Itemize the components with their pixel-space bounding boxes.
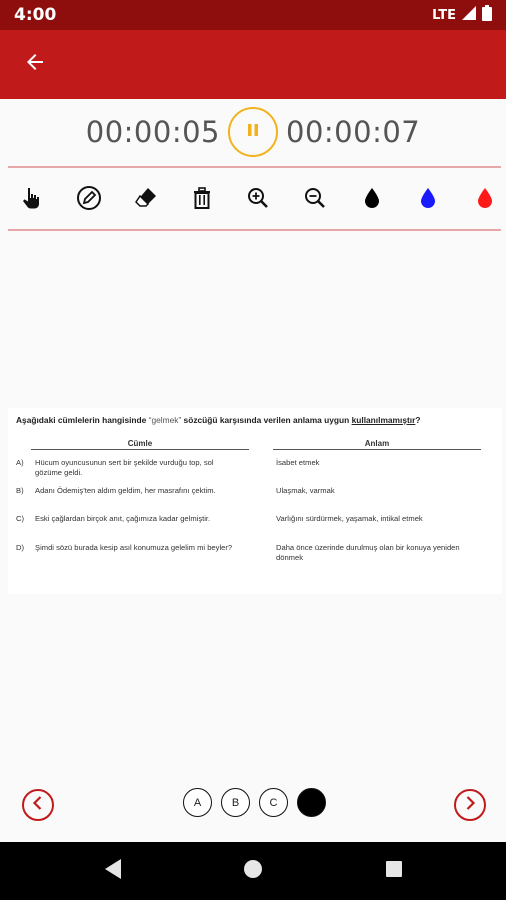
system-navigation-bar xyxy=(0,842,506,900)
option-sentence: Eski çağlardan birçok anıt, çağımıza kadar gelmiştir. xyxy=(35,514,211,523)
chevron-left-icon xyxy=(30,795,46,816)
zoom-in-button[interactable] xyxy=(244,186,272,214)
timer-row xyxy=(0,103,506,161)
option-sentence: Hücum oyuncusunun sert bir şekilde vurduğu top, sol gözüme geldi. xyxy=(35,458,214,477)
next-question-button[interactable] xyxy=(454,789,486,821)
option-meaning: Varlığını sürdürmek, yaşamak, intikal etmek xyxy=(276,514,423,523)
triangle-back-icon xyxy=(103,858,123,885)
battery-icon xyxy=(482,5,492,26)
option-sentence: Şimdi sözü burada kesip asıl konumuza gelelim mi beyler? xyxy=(35,543,233,552)
status-icons xyxy=(432,5,492,26)
answer-d-button-selected[interactable] xyxy=(297,788,326,817)
hand-pointer-button[interactable] xyxy=(18,186,46,214)
option-row xyxy=(16,458,486,488)
ink-black-icon xyxy=(363,187,381,214)
option-row xyxy=(16,514,486,544)
question-card xyxy=(8,408,502,594)
system-back-button[interactable] xyxy=(101,859,125,883)
chevron-right-icon xyxy=(462,795,478,816)
eraser-icon xyxy=(133,185,159,216)
question-navigation xyxy=(0,786,506,826)
status-bar xyxy=(0,0,506,30)
question-keyword: “gelmek” xyxy=(148,415,182,425)
hand-pointer-icon xyxy=(20,186,44,215)
zoom-out-icon xyxy=(303,186,327,215)
trash-button[interactable] xyxy=(188,186,216,214)
answer-b-button[interactable]: B xyxy=(221,788,250,817)
option-letter: A) xyxy=(16,458,24,467)
answer-a-button[interactable]: A xyxy=(183,788,212,817)
option-meaning: Ulaşmak, varmak xyxy=(276,486,335,495)
elapsed-timer: 00:00:05 xyxy=(85,115,220,149)
system-home-button[interactable] xyxy=(241,859,265,883)
trash-icon xyxy=(191,186,213,215)
question-prefix: Aşağıdaki cümlelerin hangisinde xyxy=(16,415,149,425)
question-text xyxy=(16,414,494,426)
ink-black-button[interactable] xyxy=(358,186,386,214)
status-time: 4:00 xyxy=(14,5,57,25)
column-header-meaning: Anlam xyxy=(273,439,481,450)
arrow-left-icon xyxy=(23,50,47,79)
divider-bottom xyxy=(8,229,501,231)
system-recents-button[interactable] xyxy=(382,859,406,883)
back-button[interactable] xyxy=(20,50,50,80)
pause-button[interactable] xyxy=(228,107,278,157)
ink-blue-button[interactable] xyxy=(414,186,442,214)
zoom-in-icon xyxy=(246,186,270,215)
column-header-sentence: Cümle xyxy=(31,439,249,450)
total-timer: 00:00:07 xyxy=(286,115,421,149)
option-row xyxy=(16,543,486,573)
option-sentence: Adanı Ödemiş’ten aldım geldim, her masrafını çektim. xyxy=(35,486,216,495)
question-underlined: kullanılmamıştır xyxy=(351,415,416,425)
question-middle: sözcüğü karşısında verilen anlama uygun xyxy=(181,415,352,425)
ink-red-icon xyxy=(476,187,494,214)
drawing-toolbar xyxy=(0,172,506,228)
circle-home-icon xyxy=(243,859,263,884)
pencil-button[interactable] xyxy=(75,186,103,214)
option-letter: D) xyxy=(16,543,25,552)
network-type: LTE xyxy=(432,7,456,23)
option-letter: C) xyxy=(16,514,25,523)
signal-icon xyxy=(462,6,476,25)
option-meaning: Daha önce üzerinde durulmuş olan bir konuya yeniden dönmek xyxy=(276,543,460,562)
answer-choices xyxy=(183,788,326,817)
divider-top xyxy=(8,166,501,168)
app-bar xyxy=(0,30,506,99)
ink-blue-icon xyxy=(419,187,437,214)
question-suffix: ? xyxy=(415,415,421,425)
answer-c-button[interactable]: C xyxy=(259,788,288,817)
pause-icon xyxy=(245,122,261,143)
pencil-icon xyxy=(76,185,102,216)
option-row xyxy=(16,486,486,516)
eraser-button[interactable] xyxy=(132,186,160,214)
ink-red-button[interactable] xyxy=(471,186,499,214)
zoom-out-button[interactable] xyxy=(301,186,329,214)
option-meaning: İsabet etmek xyxy=(276,458,320,467)
square-recents-icon xyxy=(385,860,403,883)
previous-question-button[interactable] xyxy=(22,789,54,821)
option-letter: B) xyxy=(16,486,24,495)
